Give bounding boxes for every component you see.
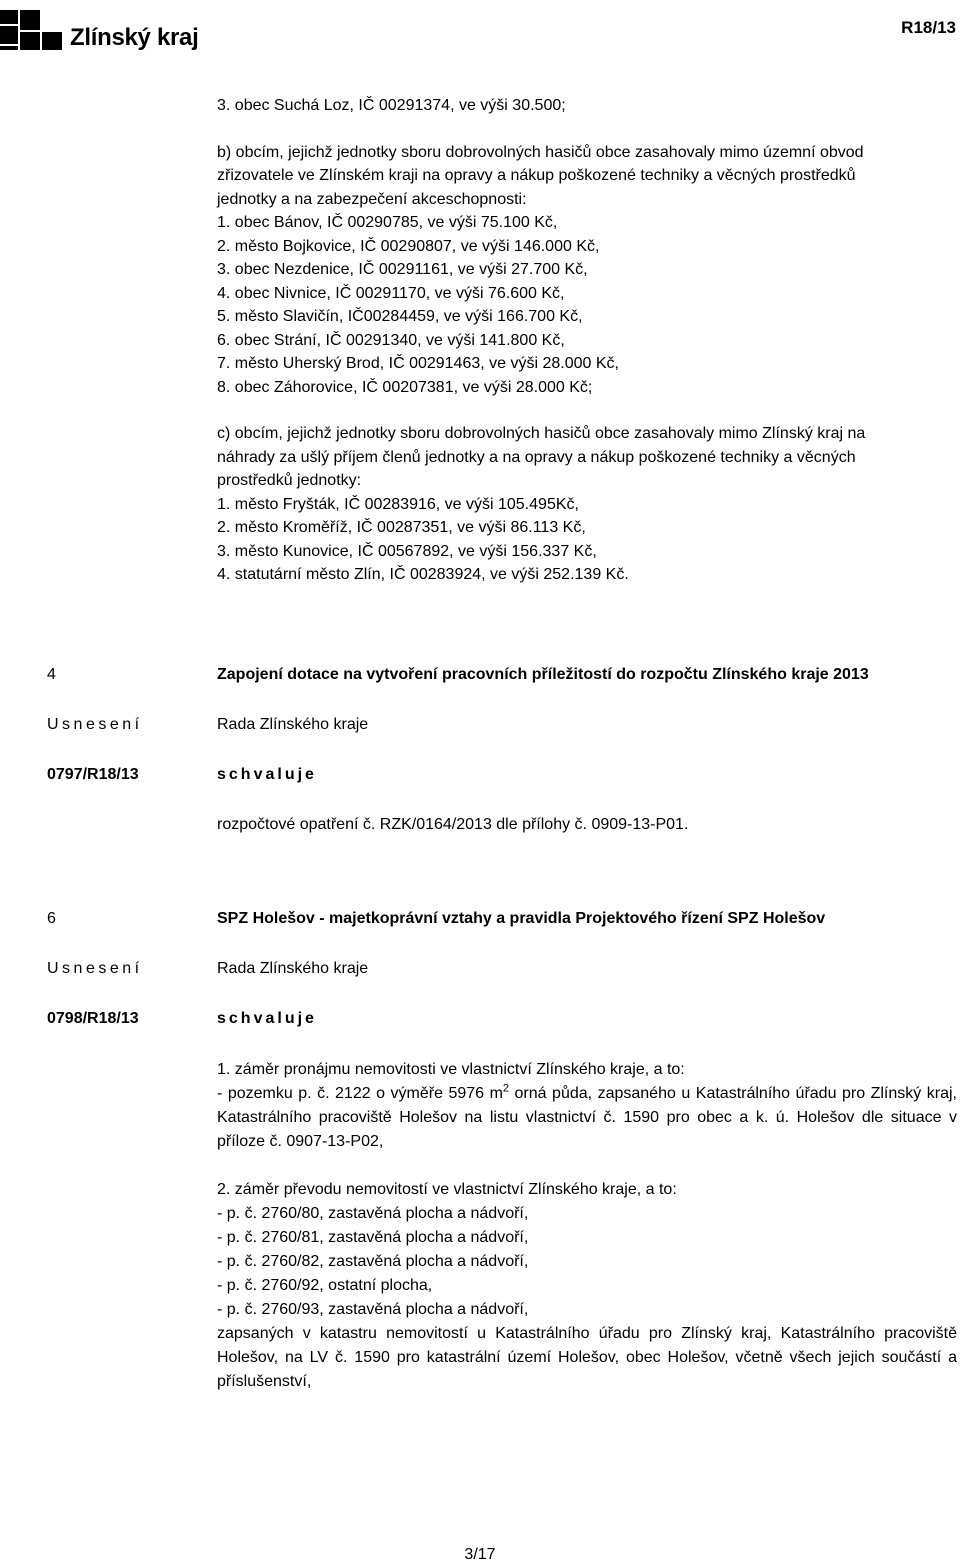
decision-paragraph: zapsaných v katastru nemovitostí u Katastrálního úřadu pro Zlínský kraj, Katastrálního pracoviště Holešov, na LV č. 1590 pro katastrální území Holešov, obec Holešov, včetně všech jejich součástí a příslušenství, xyxy=(217,1325,957,1390)
resolution-verb: schvaluje xyxy=(217,1010,317,1027)
item-title: Zapojení dotace na vytvoření pracovních příležitostí do rozpočtu Zlínského kraje 2013 xyxy=(217,666,869,683)
item-number: 6 xyxy=(47,910,56,927)
decision-point-2 xyxy=(217,1178,957,1394)
resolution-verb: schvaluje xyxy=(217,766,317,783)
decision-point-1 xyxy=(217,1058,957,1154)
decision-paragraph xyxy=(217,1082,957,1154)
list-item: 8. obec Záhorovice, IČ 00207381, ve výši 28.000 Kč; xyxy=(217,378,593,396)
page-number: 3/17 xyxy=(464,1546,496,1563)
section-b-intro-line: jednotky a na zabezpečení akceschopnosti: xyxy=(217,190,527,208)
list-item: - p. č. 2760/80, zastavěná plocha a nádvoří, xyxy=(217,1205,529,1222)
logo-text: Zlínský kraj xyxy=(70,24,199,51)
section-c-intro-line: c) obcím, jejichž jednotky sboru dobrovolných hasičů obce zasahovaly mimo Zlínský kraj na xyxy=(217,425,866,442)
section-b-intro-line: zřizovatele ve Zlínském kraji na opravy a nákup poškozené techniky a věcných prostředků xyxy=(217,167,856,184)
list-item: 1. město Fryšták, IČ 00283916, ve výši 105.495Kč, xyxy=(217,495,579,513)
resolution-number: 0798/R18/13 xyxy=(47,1010,139,1027)
resolution-label: Usnesení xyxy=(47,960,143,977)
section-b-intro-line: b) obcím, jejichž jednotky sboru dobrovolných hasičů obce zasahovaly mimo územní obvod xyxy=(217,143,864,161)
document-code: R18/13 xyxy=(901,18,956,37)
list-item: 3. město Kunovice, IČ 00567892, ve výši 156.337 Kč, xyxy=(217,542,597,560)
resolution-body: Rada Zlínského kraje xyxy=(217,960,369,977)
resolution-decision: rozpočtové opatření č. RZK/0164/2013 dle přílohy č. 0909-13-P01. xyxy=(217,816,689,833)
list-item: 3. obec Nezdenice, IČ 00291161, ve výši 27.700 Kč, xyxy=(217,261,588,278)
item-title: SPZ Holešov - majetkoprávní vztahy a pravidla Projektového řízení SPZ Holešov xyxy=(217,910,826,927)
resolution-body: Rada Zlínského kraje xyxy=(217,716,369,733)
decision-intro: 1. záměr pronájmu nemovitosti ve vlastnictví Zlínského kraje, a to: xyxy=(217,1061,685,1078)
section-c xyxy=(217,422,957,587)
list-item: 4. statutární město Zlín, IČ 00283924, ve výši 252.139 Kč. xyxy=(217,566,629,583)
area-unit-superscript: 2 xyxy=(502,1082,510,1095)
decision-intro: 2. záměr převodu nemovitostí ve vlastnictví Zlínského kraje, a to: xyxy=(217,1181,677,1198)
list-item: 2. město Kroměříž, IČ 00287351, ve výši 86.113 Kč, xyxy=(217,519,586,536)
list-item: - p. č. 2760/81, zastavěná plocha a nádvoří, xyxy=(217,1229,529,1246)
logo-squares-icon xyxy=(0,10,64,54)
section-c-intro-line: náhrady za ušlý příjem členů jednotky a na opravy a nákup poškozené techniky a věcných xyxy=(217,448,856,466)
list-item: - p. č. 2760/93, zastavěná plocha a nádvoří, xyxy=(217,1301,529,1318)
list-item: 6. obec Strání, IČ 00291340, ve výši 141.800 Kč, xyxy=(217,331,565,349)
list-item: 3. obec Suchá Loz, IČ 00291374, ve výši 30.500; xyxy=(217,97,566,114)
list-item: 1. obec Bánov, IČ 00290785, ve výši 75.100 Kč, xyxy=(217,214,558,231)
resolution-label: Usnesení xyxy=(47,716,143,733)
resolution-text xyxy=(217,94,957,587)
list-item: 5. město Slavičín, IČ00284459, ve výši 166.700 Kč, xyxy=(217,308,583,325)
decision-text: - pozemku p. č. 2122 o výměře 5976 m xyxy=(217,1085,503,1102)
resolution-number: 0797/R18/13 xyxy=(47,766,139,783)
item-number: 4 xyxy=(47,666,56,683)
list-item: 7. město Uherský Brod, IČ 00291463, ve výši 28.000 Kč, xyxy=(217,355,619,372)
section-b xyxy=(217,141,957,400)
list-item: - p. č. 2760/92, ostatní plocha, xyxy=(217,1277,433,1294)
decision-text: orná půda, zapsaného u Katastrálního úřadu pro Zlínský kraj, Katastrálního pracoviště Holešov na listu vlastnictví č. 1590 pro obec a k. ú. Holešov dle situace v příloze č. 0907-13-P02, xyxy=(217,1085,958,1150)
list-item: 4. obec Nivnice, IČ 00291170, ve výši 76.600 Kč, xyxy=(217,284,565,302)
list-item: - p. č. 2760/82, zastavěná plocha a nádvoří, xyxy=(217,1253,529,1270)
section-c-intro-line: prostředků jednotky: xyxy=(217,472,362,489)
list-item: 2. město Bojkovice, IČ 00290807, ve výši 146.000 Kč, xyxy=(217,237,600,255)
